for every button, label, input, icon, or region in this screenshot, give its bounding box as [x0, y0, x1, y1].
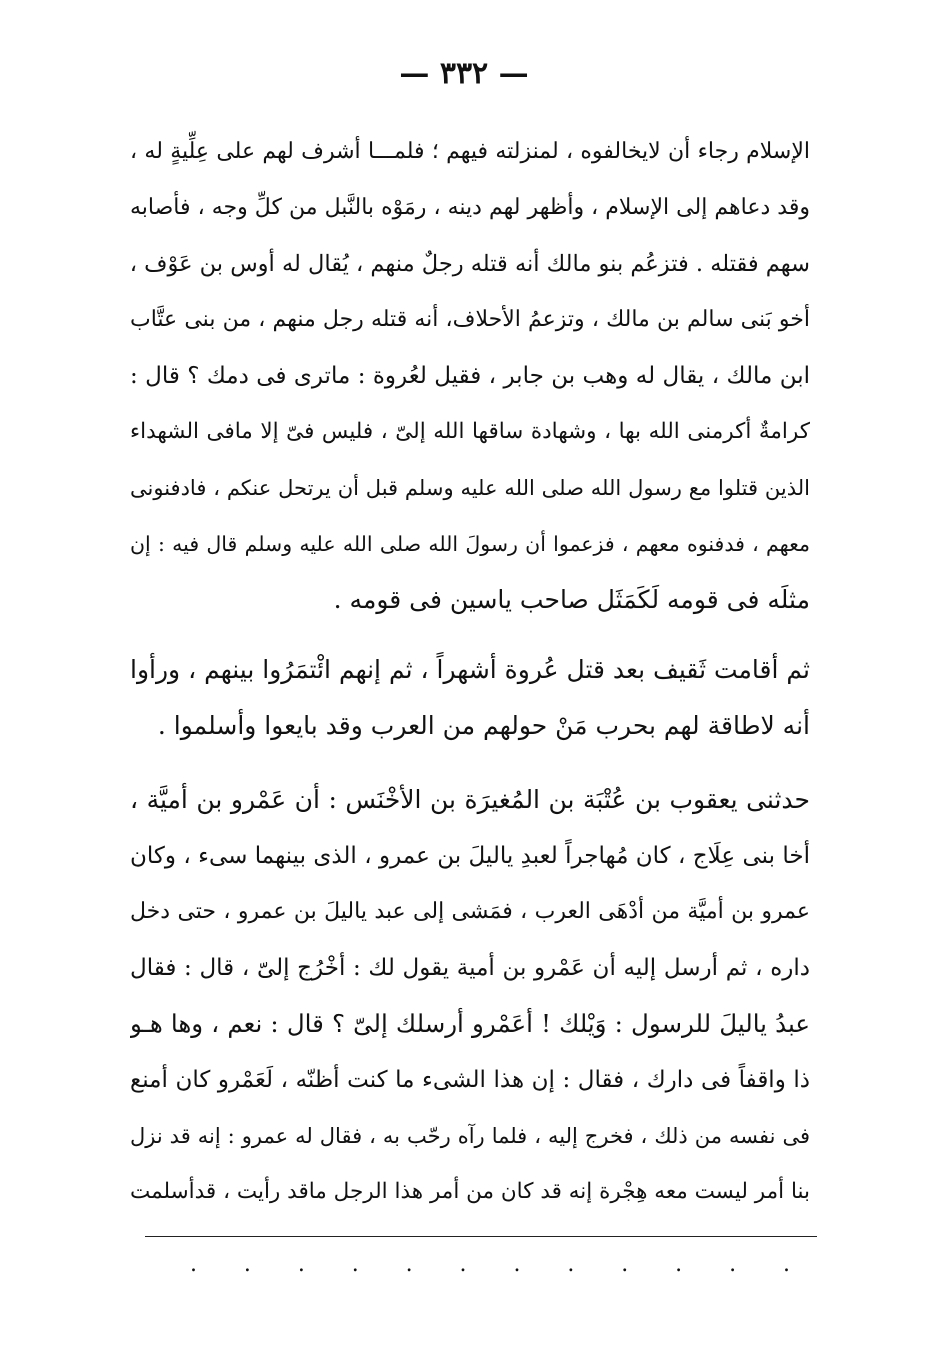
text-line: كرامةٌ أكرمنى الله بها ، وشهادة ساقها الله إلىّ ، فليس فىّ إلا مافى الشهداء: [130, 419, 810, 444]
footer-dot: .: [729, 1252, 737, 1277]
text-line: وقد دعاهم إلى الإسلام ، وأظهر لهم دينه ، رمَوْه بالنَّبل من كلِّ وجه ، فأصابه: [130, 195, 810, 220]
text-line: فى نفسه من ذلك ، فخرج إليه ، فلما رآه رحّب به ، فقال له عمرو : إنه قد نزل: [130, 1124, 810, 1148]
footer-dot: .: [459, 1252, 467, 1277]
footer-dot: .: [243, 1252, 251, 1277]
footer-dot: .: [297, 1252, 305, 1277]
text-line: أخا بنى عِلَاج ، كان مُهاجراً لعبدِ ياليلَ بن عمرو ، الذى بينهما سىء ، وكان: [130, 843, 810, 869]
text-line: ذا واقفاً فى دارك ، فقال : إن هذا الشىء ما كنت أظنّه ، لَعَمْرو كان أمنع: [130, 1067, 810, 1093]
text-line: حدثنى يعقوب بن عُتْبَة بن المُغيرَة بن الأخْنَس : أن عَمْرو بن أميَّة ،: [130, 785, 810, 814]
footer-dot: .: [675, 1252, 683, 1277]
text-line: عبدُ ياليلَ للرسول : وَيْلك ! أعَمْرو أرسلك إلىّ ؟ قال : نعم ، وها هـو: [130, 1009, 810, 1038]
footer-dot: .: [567, 1252, 575, 1277]
text-line: أخو بَنى سالم بن مالك ، وتزعمُ الأحلاف، أنه قتله رجل منهم ، من بنى عتَّاب: [130, 307, 810, 332]
text-line: داره ، ثم أرسل إليه أن عَمْرو بن أمية يقول لك : أخْرُج إلىّ ، قال : فقال: [130, 955, 810, 981]
text-line: أنه لاطاقة لهم بحرب مَنْ حولهم من العرب وقد بايعوا وأسلموا .: [157, 711, 810, 740]
footer-dot: .: [190, 1252, 197, 1277]
footer-dot: .: [405, 1252, 413, 1277]
paragraph-2: [130, 642, 810, 754]
footer-dot: .: [782, 1252, 790, 1277]
text-line: عمرو بن أميَّة من أدْهَى العرب ، فمَشى إلى عبد ياليلَ بن عمرو ، حتى دخل: [130, 899, 810, 924]
text-line: معهم ، فدفنوه معهم ، فزعموا أن رسولَ الله صلى الله عليه وسلم قال فيه : إن: [130, 532, 810, 556]
text-line: الإسلام رجاء أن لايخالفوه ، لمنزلته فيهم ؛ فلمـــا أشرف لهم على عِلِّيةٍ له ،: [130, 139, 810, 164]
footer-dot: .: [513, 1252, 521, 1277]
text-line: سهم فقتله . فتزعُم بنو مالك أنه قتله رجلٌ منهم ، يُقال له أوس بن عَوْف ،: [130, 251, 810, 277]
paragraph-3: [130, 772, 810, 1220]
page-number: — ٣٣٢ —: [399, 56, 529, 91]
text-line: بنا أمر ليست معه هِجْرة إنه قد كان من أمر هذا الرجل ماقد رأيت ، قدأسلمت: [130, 1179, 810, 1204]
footer-divider: [145, 1236, 817, 1237]
text-line: الذين قتلوا مع رسول الله صلى الله عليه وسلم قبل أن يرتحل عنكم ، فادفنونى: [130, 476, 810, 500]
text-line: ثم أقامت ثَقيف بعد قتل عُروة أشهراً ، ثم إنهم ائْتمَرُوا بينهم ، ورأوا: [130, 655, 810, 684]
text-line: ابن مالك ، يقال له وهب بن جابر ، فقيل لعُروة : ماترى فى دمك ؟ قال :: [130, 363, 810, 389]
paragraph-1: [130, 124, 810, 628]
footer-dot: .: [351, 1252, 359, 1277]
footer-dots: [190, 1250, 790, 1280]
text-line: مثلَه فى قومه لَكَمَثَل صاحب ياسين فى قومه .: [333, 585, 810, 614]
footer-dot: .: [621, 1252, 629, 1277]
